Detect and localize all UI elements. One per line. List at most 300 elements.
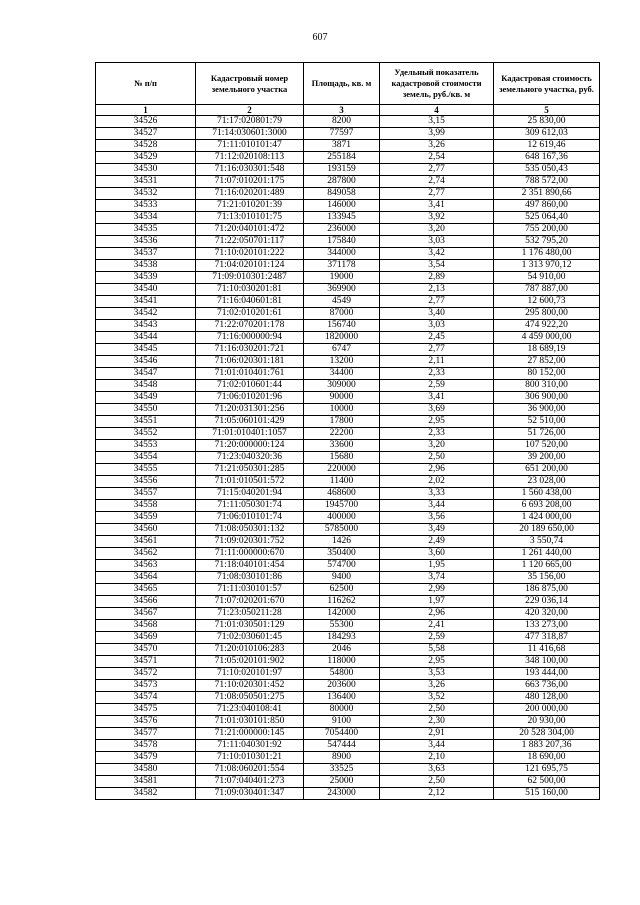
cell-area: 849058 <box>304 188 380 200</box>
cell-cadastral-cost: 35 156,00 <box>494 572 600 584</box>
cell-cadastral-number: 71:09:010301:2487 <box>196 272 304 284</box>
cell-area: 15680 <box>304 452 380 464</box>
cell-unit-value: 2,54 <box>380 152 494 164</box>
cell-index: 34575 <box>96 704 196 716</box>
cell-cadastral-number: 71:14:030601:3000 <box>196 128 304 140</box>
cell-cadastral-number: 71:10:010301:21 <box>196 752 304 764</box>
cell-index: 34568 <box>96 620 196 632</box>
cell-unit-value: 1,95 <box>380 560 494 572</box>
cell-area: 146000 <box>304 200 380 212</box>
cell-unit-value: 3,69 <box>380 404 494 416</box>
cell-cadastral-number: 71:16:020201:489 <box>196 188 304 200</box>
cell-cadastral-number: 71:21:010201:39 <box>196 200 304 212</box>
cell-index: 34582 <box>96 788 196 800</box>
cell-unit-value: 3,41 <box>380 392 494 404</box>
cell-area: 1426 <box>304 536 380 548</box>
cell-index: 34539 <box>96 272 196 284</box>
cell-unit-value: 2,77 <box>380 296 494 308</box>
cell-area: 6747 <box>304 344 380 356</box>
table-row <box>96 248 600 260</box>
cell-cadastral-number: 71:07:010201:175 <box>196 176 304 188</box>
cell-cadastral-cost: 6 693 208,00 <box>494 500 600 512</box>
cell-cadastral-number: 71:16:000000:94 <box>196 332 304 344</box>
cell-unit-value: 2,77 <box>380 164 494 176</box>
cell-area: 255184 <box>304 152 380 164</box>
cell-unit-value: 2,41 <box>380 620 494 632</box>
cell-cadastral-cost: 535 050,43 <box>494 164 600 176</box>
cell-cadastral-number: 71:01:010501:572 <box>196 476 304 488</box>
cell-cadastral-number: 71:13:010101:75 <box>196 212 304 224</box>
cell-cadastral-cost: 474 922,20 <box>494 320 600 332</box>
table-row <box>96 416 600 428</box>
cell-area: 54800 <box>304 668 380 680</box>
cell-index: 34561 <box>96 536 196 548</box>
table-row <box>96 692 600 704</box>
table-row <box>96 488 600 500</box>
table-row <box>96 680 600 692</box>
cell-cadastral-number: 71:10:020101:97 <box>196 668 304 680</box>
table-row <box>96 536 600 548</box>
cell-area: 243000 <box>304 788 380 800</box>
table-row <box>96 464 600 476</box>
cell-area: 10000 <box>304 404 380 416</box>
cell-cadastral-cost: 420 320,00 <box>494 608 600 620</box>
cell-cadastral-number: 71:02:010601:44 <box>196 380 304 392</box>
table-row <box>96 164 600 176</box>
table-row <box>96 296 600 308</box>
cell-cadastral-cost: 1 883 207,36 <box>494 740 600 752</box>
cell-unit-value: 3,74 <box>380 572 494 584</box>
cell-index: 34571 <box>96 656 196 668</box>
cell-unit-value: 2,02 <box>380 476 494 488</box>
cell-unit-value: 3,44 <box>380 500 494 512</box>
cell-area: 77597 <box>304 128 380 140</box>
cell-cadastral-cost: 651 200,00 <box>494 464 600 476</box>
table-row <box>96 224 600 236</box>
table-row <box>96 368 600 380</box>
cell-area: 17800 <box>304 416 380 428</box>
cell-cadastral-cost: 648 167,36 <box>494 152 600 164</box>
cell-cadastral-cost: 193 444,00 <box>494 668 600 680</box>
cell-unit-value: 3,20 <box>380 224 494 236</box>
cell-index: 34549 <box>96 392 196 404</box>
cell-cadastral-number: 71:17:020801:79 <box>196 116 304 128</box>
cell-cadastral-cost: 515 160,00 <box>494 788 600 800</box>
cell-cadastral-cost: 52 510,00 <box>494 416 600 428</box>
cell-cadastral-cost: 27 852,00 <box>494 356 600 368</box>
table-row <box>96 476 600 488</box>
cell-index: 34528 <box>96 140 196 152</box>
cell-cadastral-cost: 800 310,00 <box>494 380 600 392</box>
cell-cadastral-cost: 80 152,00 <box>494 368 600 380</box>
cell-area: 7054400 <box>304 728 380 740</box>
cell-index: 34567 <box>96 608 196 620</box>
cell-area: 142000 <box>304 608 380 620</box>
cell-area: 62500 <box>304 584 380 596</box>
cell-area: 133945 <box>304 212 380 224</box>
cell-index: 34576 <box>96 716 196 728</box>
table-row <box>96 440 600 452</box>
cell-index: 34537 <box>96 248 196 260</box>
cell-cadastral-number: 71:08:050501:275 <box>196 692 304 704</box>
table-row <box>96 704 600 716</box>
cell-cadastral-cost: 1 120 665,00 <box>494 560 600 572</box>
table-row <box>96 716 600 728</box>
cell-cadastral-cost: 121 695,75 <box>494 764 600 776</box>
cell-unit-value: 3,33 <box>380 488 494 500</box>
cell-index: 34531 <box>96 176 196 188</box>
cell-index: 34580 <box>96 764 196 776</box>
table-row <box>96 620 600 632</box>
header-cadastral-number: Кадастровый номер земельного участка <box>196 63 304 105</box>
cell-index: 34544 <box>96 332 196 344</box>
cell-cadastral-cost: 2 351 890,66 <box>494 188 600 200</box>
cell-cadastral-cost: 107 520,00 <box>494 440 600 452</box>
cell-index: 34536 <box>96 236 196 248</box>
cell-area: 344000 <box>304 248 380 260</box>
cell-cadastral-cost: 755 200,00 <box>494 224 600 236</box>
cell-cadastral-number: 71:20:010106:283 <box>196 644 304 656</box>
cell-index: 34559 <box>96 512 196 524</box>
table-row <box>96 272 600 284</box>
cell-cadastral-cost: 12 619,46 <box>494 140 600 152</box>
cell-area: 33525 <box>304 764 380 776</box>
cell-index: 34529 <box>96 152 196 164</box>
cell-unit-value: 2,95 <box>380 656 494 668</box>
table-row <box>96 176 600 188</box>
table-body <box>96 105 600 800</box>
cell-index: 34526 <box>96 116 196 128</box>
cell-cadastral-number: 71:10:030201:81 <box>196 284 304 296</box>
cell-index: 34532 <box>96 188 196 200</box>
cell-cadastral-number: 71:08:060201:554 <box>196 764 304 776</box>
cell-index: 34563 <box>96 560 196 572</box>
cell-area: 13200 <box>304 356 380 368</box>
table-row <box>96 572 600 584</box>
cell-cadastral-cost: 532 795,20 <box>494 236 600 248</box>
cell-cadastral-number: 71:08:030101:86 <box>196 572 304 584</box>
cell-cadastral-number: 71:09:020301:752 <box>196 536 304 548</box>
cell-unit-value: 2,89 <box>380 272 494 284</box>
cell-unit-value: 3,49 <box>380 524 494 536</box>
cell-area: 87000 <box>304 308 380 320</box>
cell-cadastral-cost: 788 572,00 <box>494 176 600 188</box>
cell-area: 8900 <box>304 752 380 764</box>
cell-unit-value: 3,52 <box>380 692 494 704</box>
cell-area: 2046 <box>304 644 380 656</box>
cell-cadastral-cost: 25 830,00 <box>494 116 600 128</box>
cell-cadastral-number: 71:15:040201:94 <box>196 488 304 500</box>
cell-area: 193159 <box>304 164 380 176</box>
cell-index: 34574 <box>96 692 196 704</box>
cell-cadastral-cost: 18 689,19 <box>494 344 600 356</box>
cell-area: 309000 <box>304 380 380 392</box>
cell-cadastral-number: 71:22:070201:178 <box>196 320 304 332</box>
cell-unit-value: 2,50 <box>380 704 494 716</box>
cell-unit-value: 3,56 <box>380 512 494 524</box>
cell-unit-value: 5,58 <box>380 644 494 656</box>
cell-cadastral-number: 71:06:010101:74 <box>196 512 304 524</box>
table-row <box>96 320 600 332</box>
cell-area: 33600 <box>304 440 380 452</box>
cell-index: 34554 <box>96 452 196 464</box>
cell-cadastral-number: 71:23:040320:36 <box>196 452 304 464</box>
table-row <box>96 308 600 320</box>
cell-cadastral-cost: 229 036,14 <box>494 596 600 608</box>
cell-cadastral-number: 71:18:040101:454 <box>196 560 304 572</box>
cell-cadastral-cost: 348 100,00 <box>494 656 600 668</box>
cell-cadastral-cost: 3 550,74 <box>494 536 600 548</box>
cell-index: 34548 <box>96 380 196 392</box>
cell-unit-value: 2,77 <box>380 344 494 356</box>
cell-index: 34543 <box>96 320 196 332</box>
table-row <box>96 560 600 572</box>
table-row <box>96 752 600 764</box>
cell-unit-value: 2,10 <box>380 752 494 764</box>
table-row <box>96 380 600 392</box>
cell-area: 220000 <box>304 464 380 476</box>
cell-cadastral-number: 71:05:060101:429 <box>196 416 304 428</box>
table-row <box>96 356 600 368</box>
table-row <box>96 428 600 440</box>
table-row <box>96 404 600 416</box>
cell-unit-value: 3,42 <box>380 248 494 260</box>
cell-index: 34534 <box>96 212 196 224</box>
header-index: № п/п <box>96 63 196 105</box>
cell-cadastral-cost: 20 189 650,00 <box>494 524 600 536</box>
cell-index: 34577 <box>96 728 196 740</box>
cell-cadastral-cost: 11 416,68 <box>494 644 600 656</box>
cell-area: 116262 <box>304 596 380 608</box>
cell-area: 90000 <box>304 392 380 404</box>
cell-area: 4549 <box>304 296 380 308</box>
cell-area: 350400 <box>304 548 380 560</box>
cell-index: 34527 <box>96 128 196 140</box>
cell-cadastral-cost: 200 000,00 <box>494 704 600 716</box>
cell-cadastral-cost: 133 273,00 <box>494 620 600 632</box>
cell-unit-value: 2,95 <box>380 416 494 428</box>
table-row <box>96 332 600 344</box>
table-row <box>96 116 600 128</box>
table-row <box>96 596 600 608</box>
cell-index: 34546 <box>96 356 196 368</box>
cell-index: 34555 <box>96 464 196 476</box>
cell-area: 203600 <box>304 680 380 692</box>
cell-area: 136400 <box>304 692 380 704</box>
cell-unit-value: 2,59 <box>380 632 494 644</box>
column-number: 2 <box>196 105 304 116</box>
table-row <box>96 200 600 212</box>
table-row <box>96 668 600 680</box>
cell-cadastral-cost: 51 726,00 <box>494 428 600 440</box>
cell-unit-value: 2,33 <box>380 368 494 380</box>
table-row <box>96 548 600 560</box>
cell-unit-value: 2,50 <box>380 776 494 788</box>
cell-index: 34578 <box>96 740 196 752</box>
cell-index: 34581 <box>96 776 196 788</box>
page-number: 607 <box>312 32 328 43</box>
cell-cadastral-number: 71:11:050301:74 <box>196 500 304 512</box>
table-row <box>96 344 600 356</box>
cell-cadastral-number: 71:23:050211:28 <box>196 608 304 620</box>
cell-index: 34558 <box>96 500 196 512</box>
cell-unit-value: 2,91 <box>380 728 494 740</box>
cell-unit-value: 2,45 <box>380 332 494 344</box>
cell-cadastral-number: 71:01:030101:850 <box>196 716 304 728</box>
cell-cadastral-number: 71:06:020301:181 <box>196 356 304 368</box>
cell-index: 34573 <box>96 680 196 692</box>
cell-area: 236000 <box>304 224 380 236</box>
table-row <box>96 140 600 152</box>
cell-area: 80000 <box>304 704 380 716</box>
cell-cadastral-number: 71:06:010201:96 <box>196 392 304 404</box>
cell-cadastral-cost: 1 560 438,00 <box>494 488 600 500</box>
cell-cadastral-cost: 186 875,00 <box>494 584 600 596</box>
cell-index: 34579 <box>96 752 196 764</box>
cell-unit-value: 3,03 <box>380 320 494 332</box>
table-row <box>96 776 600 788</box>
table-row <box>96 584 600 596</box>
cell-area: 175840 <box>304 236 380 248</box>
cell-unit-value: 3,92 <box>380 212 494 224</box>
cell-area: 11400 <box>304 476 380 488</box>
cell-cadastral-cost: 62 500,00 <box>494 776 600 788</box>
cell-unit-value: 3,20 <box>380 440 494 452</box>
cell-area: 1945700 <box>304 500 380 512</box>
cell-cadastral-number: 71:11:040301:92 <box>196 740 304 752</box>
table-row <box>96 644 600 656</box>
cell-unit-value: 2,49 <box>380 536 494 548</box>
cell-index: 34566 <box>96 596 196 608</box>
cell-unit-value: 3,60 <box>380 548 494 560</box>
cell-unit-value: 3,40 <box>380 308 494 320</box>
cell-unit-value: 3,15 <box>380 116 494 128</box>
cell-unit-value: 2,59 <box>380 380 494 392</box>
cell-area: 55300 <box>304 620 380 632</box>
column-number: 5 <box>494 105 600 116</box>
cell-cadastral-cost: 36 900,00 <box>494 404 600 416</box>
cell-cadastral-number: 71:23:040108:41 <box>196 704 304 716</box>
cadastral-table <box>95 62 600 800</box>
cell-index: 34565 <box>96 584 196 596</box>
cell-unit-value: 2,74 <box>380 176 494 188</box>
cell-index: 34533 <box>96 200 196 212</box>
cell-cadastral-cost: 525 064,40 <box>494 212 600 224</box>
cell-index: 34560 <box>96 524 196 536</box>
cell-unit-value: 1,97 <box>380 596 494 608</box>
table-row <box>96 512 600 524</box>
cell-area: 22200 <box>304 428 380 440</box>
cell-cadastral-number: 71:11:000000:670 <box>196 548 304 560</box>
cell-unit-value: 3,26 <box>380 140 494 152</box>
cell-cadastral-number: 71:20:031301:256 <box>196 404 304 416</box>
cell-cadastral-cost: 4 459 000,00 <box>494 332 600 344</box>
cell-cadastral-cost: 20 930,00 <box>494 716 600 728</box>
cell-index: 34569 <box>96 632 196 644</box>
cell-unit-value: 2,50 <box>380 452 494 464</box>
cell-cadastral-number: 71:16:030201:721 <box>196 344 304 356</box>
cell-cadastral-cost: 309 612,03 <box>494 128 600 140</box>
cell-cadastral-cost: 18 690,00 <box>494 752 600 764</box>
cell-cadastral-cost: 1 424 000,00 <box>494 512 600 524</box>
cell-area: 287800 <box>304 176 380 188</box>
cell-area: 5785000 <box>304 524 380 536</box>
header-cadastral-cost: Кадастровая стоимость земельного участка, руб. <box>494 63 600 105</box>
cell-unit-value: 3,63 <box>380 764 494 776</box>
cell-cadastral-number: 71:20:000000:124 <box>196 440 304 452</box>
table-row <box>96 212 600 224</box>
cell-index: 34564 <box>96 572 196 584</box>
cell-index: 34552 <box>96 428 196 440</box>
column-number: 3 <box>304 105 380 116</box>
cell-cadastral-number: 71:12:020108:113 <box>196 152 304 164</box>
cell-index: 34562 <box>96 548 196 560</box>
cell-index: 34545 <box>96 344 196 356</box>
cell-unit-value: 2,99 <box>380 584 494 596</box>
cell-area: 3871 <box>304 140 380 152</box>
cell-index: 34556 <box>96 476 196 488</box>
cell-cadastral-number: 71:02:010201:61 <box>196 308 304 320</box>
cell-cadastral-cost: 787 887,00 <box>494 284 600 296</box>
cell-area: 118000 <box>304 656 380 668</box>
table-row <box>96 500 600 512</box>
cell-unit-value: 2,30 <box>380 716 494 728</box>
cell-cadastral-number: 71:02:030601:45 <box>196 632 304 644</box>
cell-area: 25000 <box>304 776 380 788</box>
table-row <box>96 740 600 752</box>
cell-cadastral-number: 71:01:010401:761 <box>196 368 304 380</box>
cell-cadastral-number: 71:16:040601:81 <box>196 296 304 308</box>
header-area: Площадь, кв. м <box>304 63 380 105</box>
cell-unit-value: 2,33 <box>380 428 494 440</box>
table-row <box>96 128 600 140</box>
table-row <box>96 392 600 404</box>
table-row <box>96 152 600 164</box>
cell-unit-value: 2,77 <box>380 188 494 200</box>
cell-cadastral-number: 71:11:030101:57 <box>196 584 304 596</box>
cell-cadastral-number: 71:01:010401:1057 <box>196 428 304 440</box>
table-row <box>96 788 600 800</box>
cell-area: 9400 <box>304 572 380 584</box>
table-row <box>96 236 600 248</box>
table-row <box>96 188 600 200</box>
cell-cadastral-cost: 1 313 970,12 <box>494 260 600 272</box>
cell-index: 34538 <box>96 260 196 272</box>
cell-area: 468600 <box>304 488 380 500</box>
table-row <box>96 764 600 776</box>
cell-index: 34535 <box>96 224 196 236</box>
cell-index: 34550 <box>96 404 196 416</box>
cell-cadastral-number: 71:07:040401:273 <box>196 776 304 788</box>
cell-cadastral-number: 71:05:020101:902 <box>196 656 304 668</box>
column-number: 1 <box>96 105 196 116</box>
table-row <box>96 632 600 644</box>
cell-cadastral-cost: 1 261 440,00 <box>494 548 600 560</box>
table-row <box>96 608 600 620</box>
cell-unit-value: 3,53 <box>380 668 494 680</box>
cell-cadastral-number: 71:20:040101:472 <box>196 224 304 236</box>
cell-area: 371178 <box>304 260 380 272</box>
cell-area: 19000 <box>304 272 380 284</box>
column-number-row <box>96 105 600 116</box>
header-unit-value: Удельный показатель кадастровой стоимости земель, руб./кв. м <box>380 63 494 105</box>
cell-cadastral-number: 71:10:020301:452 <box>196 680 304 692</box>
cell-cadastral-cost: 54 910,00 <box>494 272 600 284</box>
cell-cadastral-number: 71:11:010101:47 <box>196 140 304 152</box>
cell-index: 34553 <box>96 440 196 452</box>
cell-unit-value: 2,11 <box>380 356 494 368</box>
cell-area: 547444 <box>304 740 380 752</box>
